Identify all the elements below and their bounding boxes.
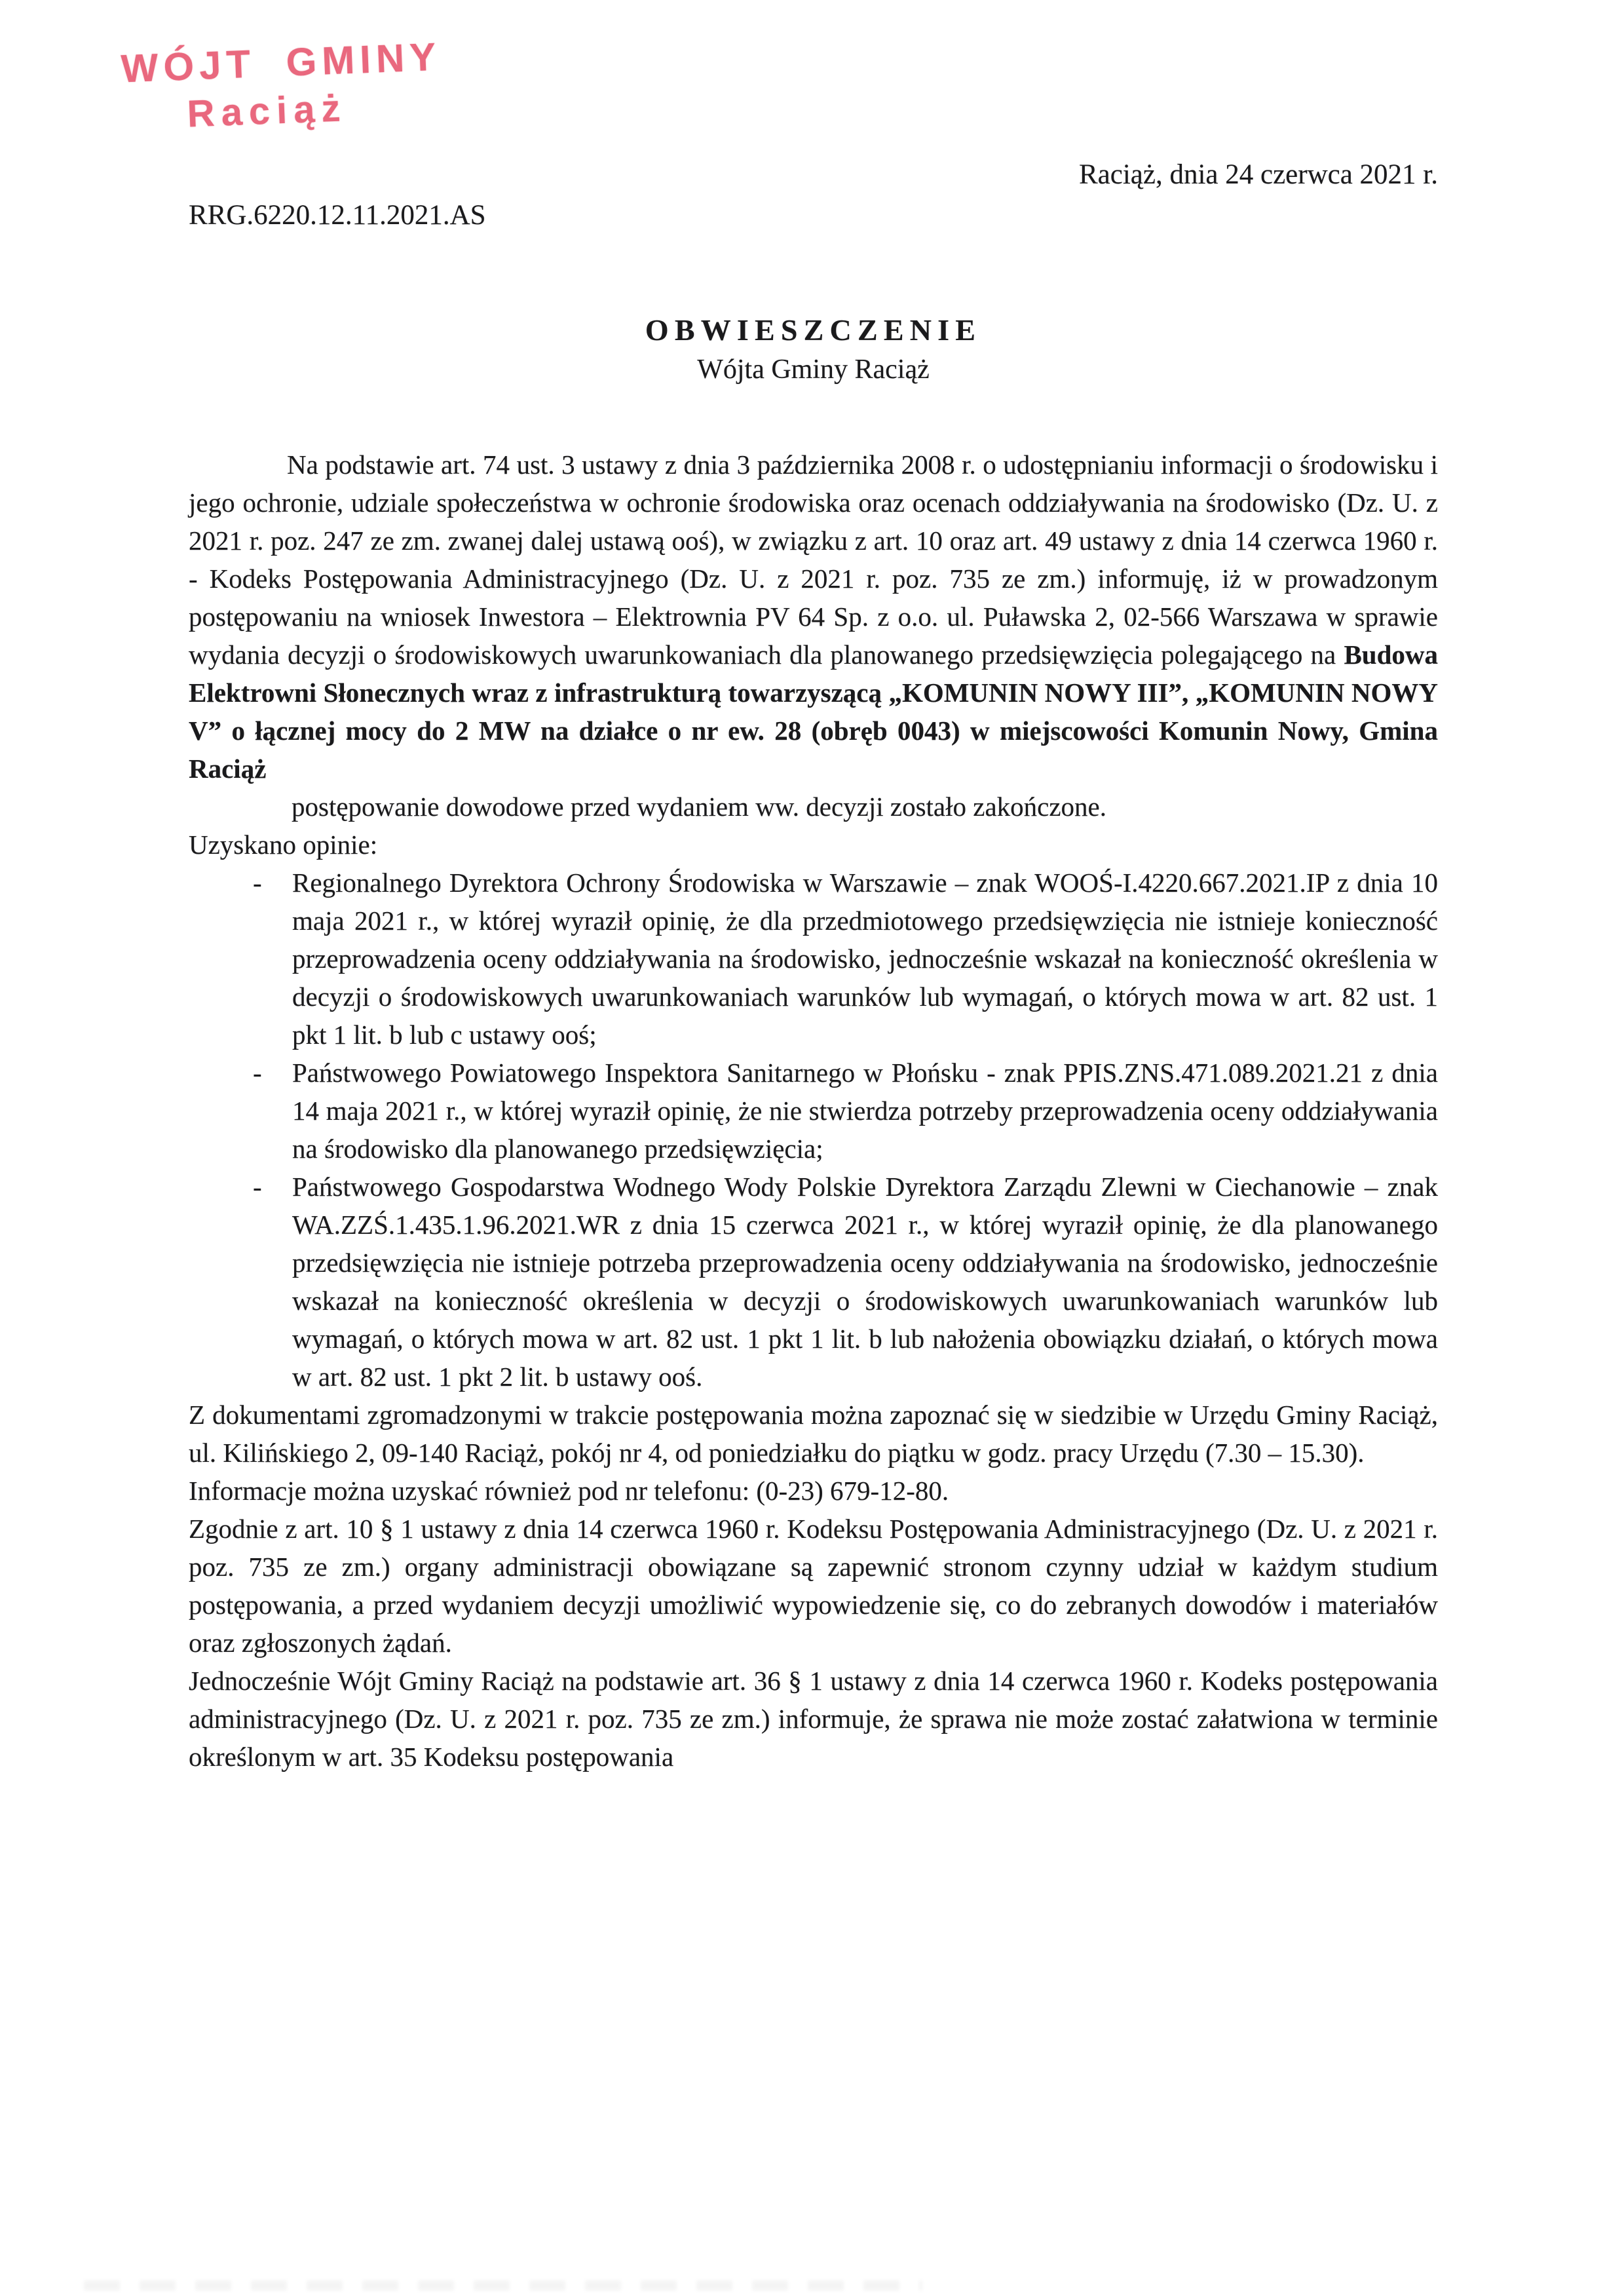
list-dash-icon: - [253,867,262,898]
opinion-item-2 [189,1054,1438,1168]
intro-text: Na podstawie art. 74 ust. 3 ustawy z dnia 3 października 2008 r. o udostępnianiu informacji o środowisku i jego ochronie, udziale społeczeństwa w ochronie środowiska oraz ocenach oddziaływania na środowisko (Dz. U. z 2021 r. poz. 247 ze zm. zwanej dalej ustawą ooś), w związku z art. 10 oraz art. 49 ustawy z dnia 14 czerwca 1960 r. - Kodeks Postępowania Administracyjnego (Dz. U. z 2021 r. poz. 735 ze zm.) informuję, iż w prowadzonym postępowaniu na wniosek Inwestora – Elektrownia PV 64 Sp. z o.o. ul. Puławska 2, 02-566 Warszawa w sprawie wydania decyzji o środowiskowych uwarunkowaniach dla planowanego przedsięwzięcia polegającego na [189,449,1438,670]
opinion-text-3: Państwowego Gospodarstwa Wodnego Wody Polskie Dyrektora Zarządu Zlewni w Ciechanowie – znak WA.ZZŚ.1.435.1.96.2021.WR z dnia 15 czerwca 2021 r., w której wyraził opinię, że dla planowanego przedsięwzięcia nie istnieje potrzeba przeprowadzenia oceny oddziaływania na środowisko, jednocześnie wskazał na konieczność określenia w decyzji o środowiskowych uwarunkowaniach warunków lub wymagań, o których mowa w art. 82 ust. 1 pkt 1 lit. b lub nałożenia obowiązku działań, o których mowa w art. 82 ust. 1 pkt 2 lit. b ustawy ooś. [292,1171,1438,1392]
document-body [189,446,1438,1776]
opinions-heading: Uzyskano opinie: [189,829,378,860]
kpa-participation-paragraph: Zgodnie z art. 10 § 1 ustawy z dnia 14 czerwca 1960 r. Kodeksu Postępowania Administracyjnego (Dz. U. z 2021 r. poz. 735 ze zm.) organy administracji obowiązane są zapewnić stronom czynny udział w każdym studium postępowania, a przed wydaniem decyzji umożliwić wypowiedzenie się, co do zebranych dowodów i materiałów oraz zgłoszonych żądań. [189,1513,1438,1658]
opinion-item-1 [189,864,1438,1054]
opinion-text-2: Państwowego Powiatowego Inspektora Sanitarnego w Płońsku - znak PPIS.ZNS.471.089.2021.21 z dnia 14 maja 2021 r., w której wyraził opinię, że nie stwierdza potrzeby przeprowadzenia oceny oddziaływania na środowisko dla planowanego przedsięwzięcia; [292,1057,1438,1164]
project-name-bold: Budowa Elektrowni Słonecznych wraz z infrastrukturą towarzyszącą „KOMUNIN NOWY III”, „KOMUNIN NOWY V” o łącznej mocy do 2 MW na działce o nr ew. 28 (obręb 0043) w miejscowości Komunin Nowy, Gmina Raciąż [189,639,1438,784]
documents-access-paragraph: Z dokumentami zgromadzonymi w trakcie postępowania można zapoznać się w siedzibie w Urzędu Gminy Raciąż, ul. Kilińskiego 2, 09-140 Raciąż, pokój nr 4, od poniedziałku do piątku w godz. pracy Urzędu (7.30 – 15.30). [189,1399,1438,1468]
date-line: Raciąż, dnia 24 czerwca 2021 r. [1079,159,1438,190]
intro-paragraph [189,446,1438,788]
stamp-text-line1: WÓJT GMINY [120,34,442,91]
document-title: OBWIESZCZENIE [645,313,982,347]
phone-info-paragraph: Informacje można uzyskać również pod nr telefonu: (0-23) 679-12-80. [189,1475,949,1506]
opinion-text-1: Regionalnego Dyrektora Ochrony Środowiska w Warszawie – znak WOOŚ-I.4220.667.2021.IP z dnia 10 maja 2021 r., w której wyraził opinię, że dla przedmiotowego przedsięwzięcia nie istnieje konieczność przeprowadzenia oceny oddziaływania na środowisko, jednocześnie wskazał na konieczność określenia w decyzji o środowiskowych uwarunkowaniach warunków lub wymagań, o których mowa w art. 82 ust. 1 pkt 1 lit. b lub c ustawy ooś; [292,867,1438,1050]
stamp-text-line2: Raciąż [186,86,348,136]
list-dash-icon: - [253,1171,262,1202]
document-subtitle: Wójta Gminy Raciąż [697,354,930,385]
scan-artifact-bottom-edge [84,2280,922,2291]
opinions-list [189,864,1438,1396]
kpa-deadline-paragraph: Jednocześnie Wójt Gminy Raciąż na podstawie art. 36 § 1 ustawy z dnia 14 czerwca 1960 r. Kodeks postępowania administracyjnego (Dz. U. z 2021 r. poz. 735 ze zm.) informuje, że sprawa nie może zostać załatwiona w terminie określonym w art. 35 Kodeksu postępowania [189,1665,1438,1772]
reference-number: RRG.6220.12.11.2021.AS [189,200,486,231]
opinion-item-3 [189,1168,1438,1396]
municipal-stamp [120,31,442,139]
list-dash-icon: - [253,1057,262,1088]
evidence-closing-line: postępowanie dowodowe przed wydaniem ww. decyzji zostało zakończone. [292,791,1106,822]
